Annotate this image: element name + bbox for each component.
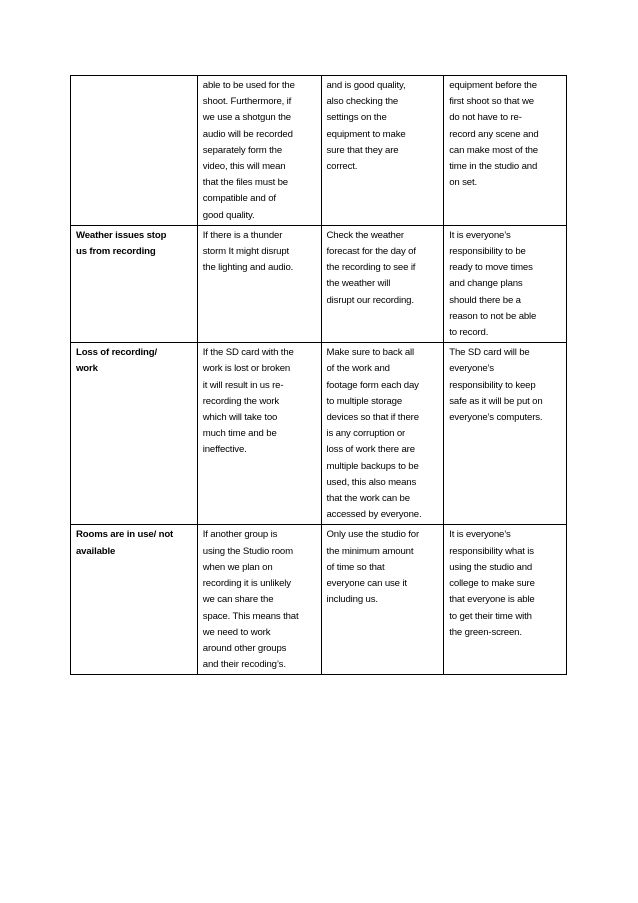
responsibility-cell: [444, 525, 567, 675]
risk-text: Weather issues stop us from recording: [76, 229, 167, 258]
impact-cell: [197, 76, 321, 226]
responsibility-cell: [444, 225, 567, 342]
risk-text: Loss of recording/ work: [76, 347, 157, 375]
responsibility-cell: [444, 343, 567, 525]
risk-cell: [71, 76, 198, 226]
responsibility-text: It is everyone’s responsibility what is using the studio and college to make sure that everyone is able to get their time with the green-screen.: [449, 529, 535, 638]
responsibility-text: It is everyone’s responsibility to be ready to move times and change plans should there be a reason to not be able to record.: [449, 229, 537, 339]
action-text: and is good quality, also checking the settings on the equipment to make sure that they are correct.: [326, 80, 406, 173]
table-row: [71, 525, 567, 675]
action-cell: [321, 525, 444, 675]
risk-assessment-table: [70, 75, 567, 675]
risk-cell: [71, 525, 198, 675]
table-row: [71, 343, 567, 525]
risk-cell: [71, 343, 198, 525]
action-text: Make sure to back all of the work and footage form each day to multiple storage devices so that if there is any corruption or loss of work there are multiple backups to be used, this also means that the work can be accessed by everyone.: [326, 347, 422, 521]
action-text: Check the weather forecast for the day of the recording to see if the weather will disrupt our recording.: [326, 229, 416, 306]
responsibility-text: The SD card will be everyone’s responsibility to keep safe as it will be put on everyone’s computers.: [449, 347, 543, 424]
impact-cell: [197, 525, 321, 675]
impact-text: If there is a thunder storm It might disrupt the lighting and audio.: [202, 229, 294, 274]
impact-cell: [197, 343, 321, 525]
risk-cell: [71, 225, 198, 342]
action-text: Only use the studio for the minimum amount of time so that everyone can use it including us.: [326, 529, 420, 606]
action-cell: [321, 76, 444, 226]
responsibility-text: equipment before the first shoot so that we do not have to re- record any scene and can make most of the time in the studio and on set.: [449, 80, 539, 189]
table-row: [71, 225, 567, 342]
action-cell: [321, 343, 444, 525]
risk-text: Rooms are in use/ not available: [76, 529, 174, 557]
impact-text: If the SD card with the work is lost or broken it will result in us re- recording the work which will take too much time and be ineffective.: [202, 347, 294, 456]
action-cell: [321, 225, 444, 342]
table-row: [71, 76, 567, 226]
impact-text: If another group is using the Studio room when we plan on recording it is unlikely we can share the space. This means that we need to work around other groups and their recoding’s.: [202, 529, 299, 671]
impact-text: able to be used for the shoot. Furthermore, if we use a shotgun the audio will be recorded separately form the video, this will mean that the files must be compatible and of good quality.: [202, 80, 295, 221]
impact-cell: [197, 225, 321, 342]
responsibility-cell: [444, 76, 567, 226]
